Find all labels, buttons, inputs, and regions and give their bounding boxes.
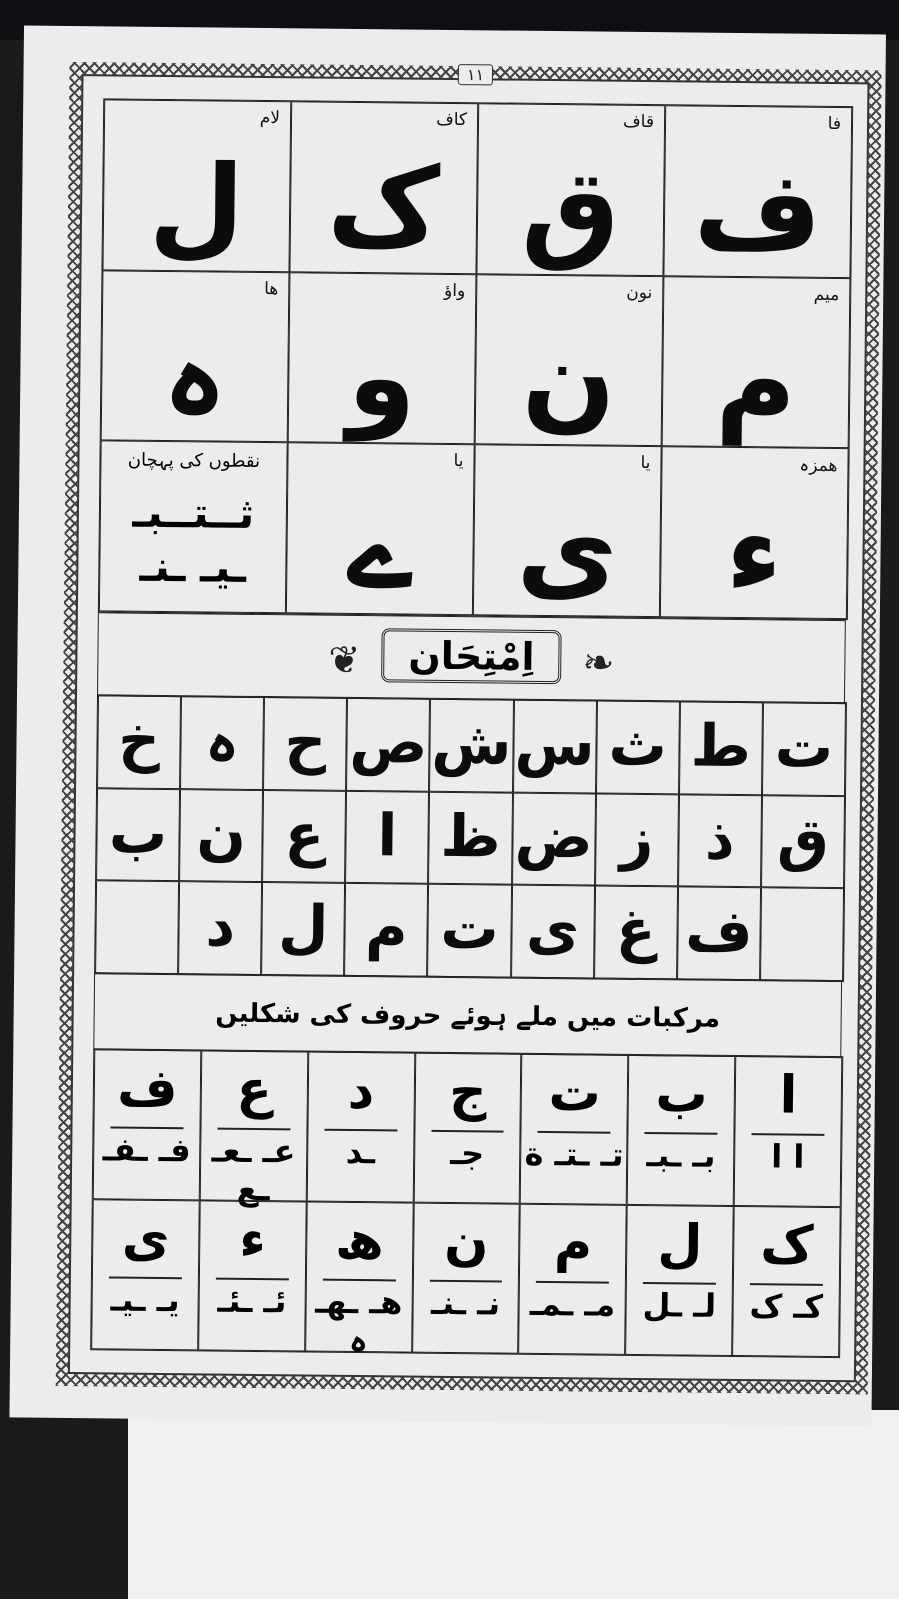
compound-form-cell [413,1053,521,1204]
letters-grid [98,98,853,620]
joined-forms: ئـ ـئـ [217,1281,287,1321]
divider [323,1279,396,1282]
isolated-letter: ا [779,1065,798,1126]
isolated-letter: ج [448,1061,487,1123]
exam-letter: ل [261,882,345,976]
isolated-letter: ل [657,1214,703,1275]
exam-letter: ہ [180,696,264,790]
letter-glyph: ء [725,487,783,617]
letter-glyph: ک [326,142,441,272]
exam-letter: خ [97,695,181,789]
letter-cell [663,105,852,278]
exam-letter: م [344,883,428,977]
divider [431,1130,504,1133]
isolated-letter: ک [759,1215,814,1276]
isolated-letter: م [553,1213,593,1274]
letter-name: یا [453,451,464,472]
exam-letter: ض [512,792,596,886]
joined-forms: ـد [345,1132,376,1172]
dots-title: نقطوں کی پہچان [127,449,261,473]
joined-forms: نـ ـنـ [430,1283,501,1323]
exam-letter: د [178,881,262,975]
isolated-letter: ت [548,1063,602,1124]
dots-row-2: ـیـ ـنـ [139,542,247,593]
joined-forms: لـ ـل [642,1286,717,1325]
joined-forms: ا ا [771,1137,805,1176]
letter-glyph: ہ [161,311,228,440]
compound-form-cell [93,1049,201,1200]
divider [324,1129,397,1132]
joined-forms: یـ ـیـ [110,1280,180,1320]
letter-cell [476,103,665,276]
exam-banner [97,612,846,704]
ornamental-border [56,62,882,1394]
exam-letter [760,888,844,982]
isolated-letter: ع [236,1059,273,1121]
letter-cell [473,445,662,618]
exam-letter: ز [595,793,679,887]
isolated-letter: ء [238,1209,267,1271]
exam-letter: ش [429,699,513,793]
letter-cell [289,101,478,274]
letter-name: کاف [436,109,468,131]
exam-letter: ذ [678,794,762,888]
book-page [9,25,886,1426]
letter-name: واؤ [444,280,466,301]
letter-name: نون [626,282,653,303]
letter-name: یا [640,453,651,474]
joined-forms: تـ ـتـ ة [524,1134,624,1174]
exam-grid [94,694,847,982]
compound-form-cell [305,1202,413,1360]
letter-name: ھمزہ [799,455,838,477]
letter-name: فا [827,113,842,135]
isolated-letter: ف [116,1058,178,1120]
divider [750,1283,823,1286]
compound-forms-title: مرکبات میں ملے ہوئے حروف کی شکلیں [93,972,842,1058]
letter-glyph: و [347,313,417,442]
paper-below [128,1410,899,1599]
joined-forms: مـ ـمـ [529,1284,616,1324]
joined-forms: کـ ک [749,1287,824,1326]
exam-letter: ع [262,790,346,884]
compound-form-cell [200,1050,308,1209]
isolated-letter: ب [655,1064,709,1125]
exam-letter: ط [679,701,763,795]
ornament-right-icon: ❧ [582,640,615,685]
exam-letter: ص [346,698,430,792]
letter-cell [102,99,291,272]
joined-forms: بـ ـبـ [646,1136,716,1175]
letter-glyph: ن [521,315,617,445]
letter-name: لام [259,107,281,129]
joined-forms: جـ [450,1134,485,1173]
divider [109,1276,182,1279]
exam-letter: ظ [429,791,513,885]
isolated-letter: ھ [334,1210,385,1272]
compound-form-cell [734,1056,842,1207]
compound-form-cell [412,1203,520,1354]
divider [110,1126,183,1129]
compound-form-cell [627,1055,735,1206]
compound-form-cell [91,1199,199,1350]
exam-letter: ف [677,887,761,981]
compound-form-cell [198,1200,306,1351]
page-content [68,65,870,1382]
page-number: ١١ [458,64,493,85]
exam-letter: ب [96,788,180,882]
compound-form-cell [732,1206,840,1357]
divider [429,1280,502,1283]
isolated-letter: د [347,1060,375,1122]
dots-row-1: ثــتــبـ [132,487,255,539]
divider [643,1282,716,1285]
joined-forms: ھـ ـھـ ہ [314,1282,403,1360]
joined-forms: فـ ـفـ [102,1130,191,1170]
divider [645,1132,718,1135]
divider [536,1281,609,1284]
letter-glyph: م [714,317,797,446]
letter-glyph: ے [347,483,413,613]
letter-glyph: ل [148,140,246,270]
divider [217,1128,290,1131]
divider [752,1133,825,1136]
exam-title: اِمْتِحَان [381,628,562,684]
letter-glyph: ق [520,144,621,274]
letter-cell [288,272,477,445]
letter-glyph: ی [515,485,619,615]
exam-letter: غ [594,886,678,980]
letter-name: میم [813,284,840,305]
exam-letter: ن [179,789,263,883]
letter-cell [286,443,475,616]
exam-letter: س [513,700,597,794]
compound-form-cell [519,1204,627,1355]
exam-letter: ت [762,702,846,796]
letter-name: ھا [264,278,279,299]
letter-name: قاف [623,111,655,133]
dots-cell [99,441,288,614]
isolated-letter: ی [121,1208,170,1270]
compound-form-cell [306,1052,414,1203]
isolated-letter: ن [443,1211,489,1273]
exam-letter: ق [761,795,845,889]
exam-letter [95,881,179,975]
compound-form-cell [520,1054,628,1205]
exam-letter: ی [511,885,595,979]
exam-letter: ا [345,791,429,885]
exam-letter: ت [428,884,512,978]
divider [538,1131,611,1134]
letter-glyph: ف [693,146,823,276]
letter-cell [101,270,290,443]
letter-cell [660,447,849,620]
letter-cell [662,276,851,449]
ornament-left-icon: ❦ [328,637,361,683]
compound-forms-grid [90,1048,843,1358]
exam-letter: ث [596,701,680,795]
joined-forms: عـ ـعـ ـع [211,1131,296,1209]
letter-cell [475,274,664,447]
divider [216,1278,289,1281]
exam-letter: ح [263,697,347,791]
compound-form-cell [625,1205,733,1356]
